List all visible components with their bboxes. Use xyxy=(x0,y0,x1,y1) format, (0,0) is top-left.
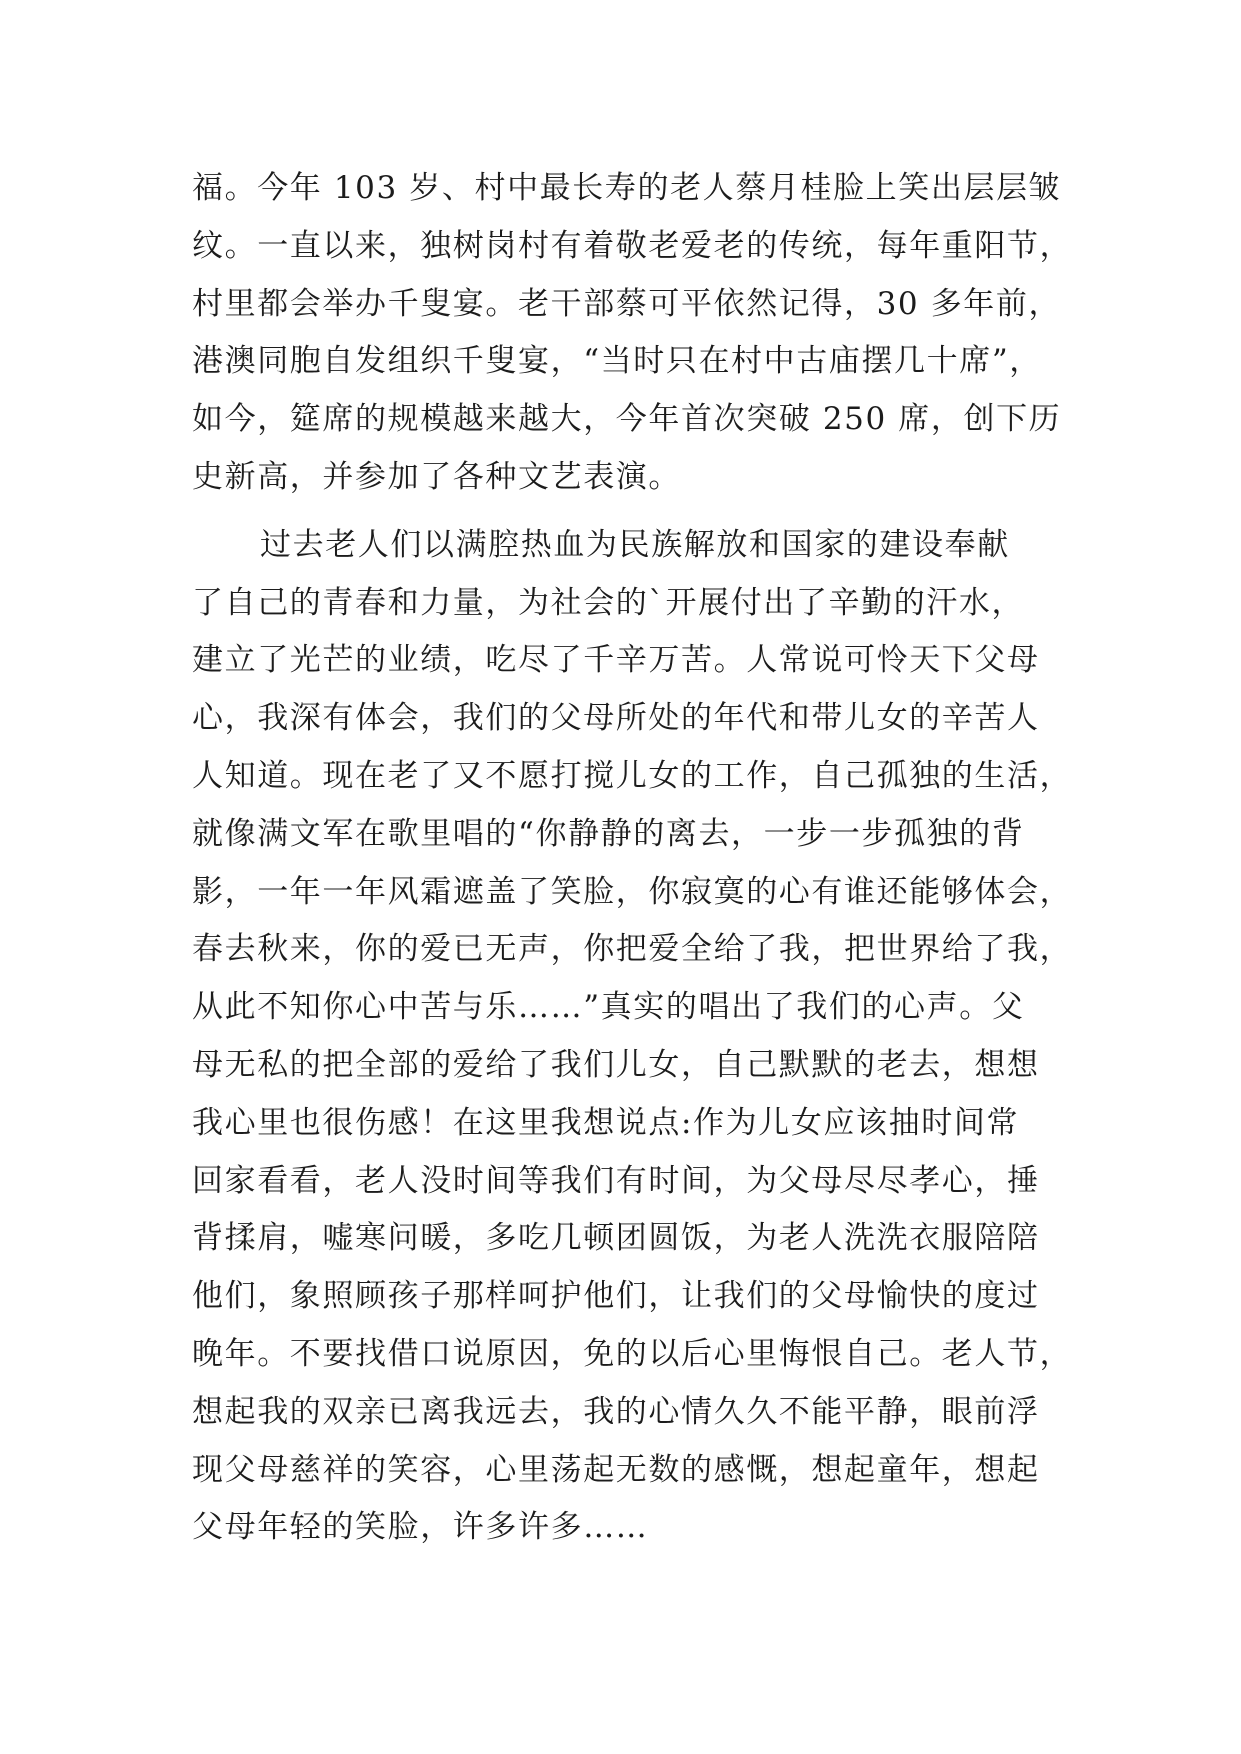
text-line: 纹。一直以来，独树岗村有着敬老爱老的传统，每年重阳节， xyxy=(192,227,1073,264)
text-line: 史新高，并参加了各种文艺表演。 xyxy=(192,458,681,495)
text-line: 回家看看，老人没时间等我们有时间，为父母尽尽孝心，捶 xyxy=(192,1162,1040,1199)
text-line: 人知道。现在老了又不愿打搅儿女的工作，自己孤独的生活， xyxy=(192,757,1073,794)
text-line: 想起我的双亲已离我远去，我的心情久久不能平静，眼前浮 xyxy=(192,1393,1040,1430)
paragraph-1 xyxy=(192,160,1072,507)
text-line: 母无私的把全部的爱给了我们儿女，自己默默的老去，想想 xyxy=(192,1046,1040,1083)
text-line: 现父母慈祥的笑容，心里荡起无数的感慨，想起童年，想起 xyxy=(192,1451,1040,1488)
text-line: 福。今年 103 岁、村中最长寿的老人蔡月桂脸上笑出层层皱 xyxy=(192,170,1062,206)
text-line: 春去秋来，你的爱已无声，你把爱全给了我，把世界给了我， xyxy=(192,931,1073,968)
text-line: 就像满文军在歌里唱的“你静静的离去，一步一步孤独的背 xyxy=(192,815,1025,852)
text-line: 从此不知你心中苦与乐……”真实的唱出了我们的心声。父 xyxy=(192,989,1025,1026)
text-line-first-indented: 过去老人们以满腔热血为民族解放和国家的建设奉献 xyxy=(260,526,1010,563)
text-line: 父母年轻的笑脸，许多许多…… xyxy=(192,1509,649,1546)
text-line: 心，我深有体会，我们的父母所处的年代和带儿女的辛苦人 xyxy=(192,700,1040,737)
text-line: 他们，象照顾孩子那样呵护他们，让我们的父母愉快的度过 xyxy=(192,1278,1040,1315)
paragraph-2 xyxy=(192,517,1072,1557)
paragraph-spacer xyxy=(192,507,1072,517)
text-line: 港澳同胞自发组织千叟宴，“当时只在村中古庙摆几十席”， xyxy=(192,343,1042,380)
text-line: 我心里也很伤感！在这里我想说点:作为儿女应该抽时间常 xyxy=(192,1104,1020,1141)
text-line: 建立了光芒的业绩，吃尽了千辛万苦。人常说可怜天下父母 xyxy=(192,642,1040,679)
text-line: 晚年。不要找借口说原因，免的以后心里悔恨自己。老人节， xyxy=(192,1335,1073,1372)
text-line: 如今，筵席的规模越来越大，今年首次突破 250 席，创下历 xyxy=(192,401,1062,438)
text-line: 背揉肩，嘘寒问暖，多吃几顿团圆饭，为老人洗洗衣服陪陪 xyxy=(192,1220,1040,1257)
document-body xyxy=(192,160,1072,1557)
text-line: 了自己的青春和力量，为社会的`开展付出了辛勤的汗水， xyxy=(192,584,1025,621)
text-line: 村里都会举办千叟宴。老干部蔡可平依然记得，30 多年前， xyxy=(192,285,1062,322)
text-line: 影，一年一年风霜遮盖了笑脸，你寂寞的心有谁还能够体会， xyxy=(192,873,1073,910)
